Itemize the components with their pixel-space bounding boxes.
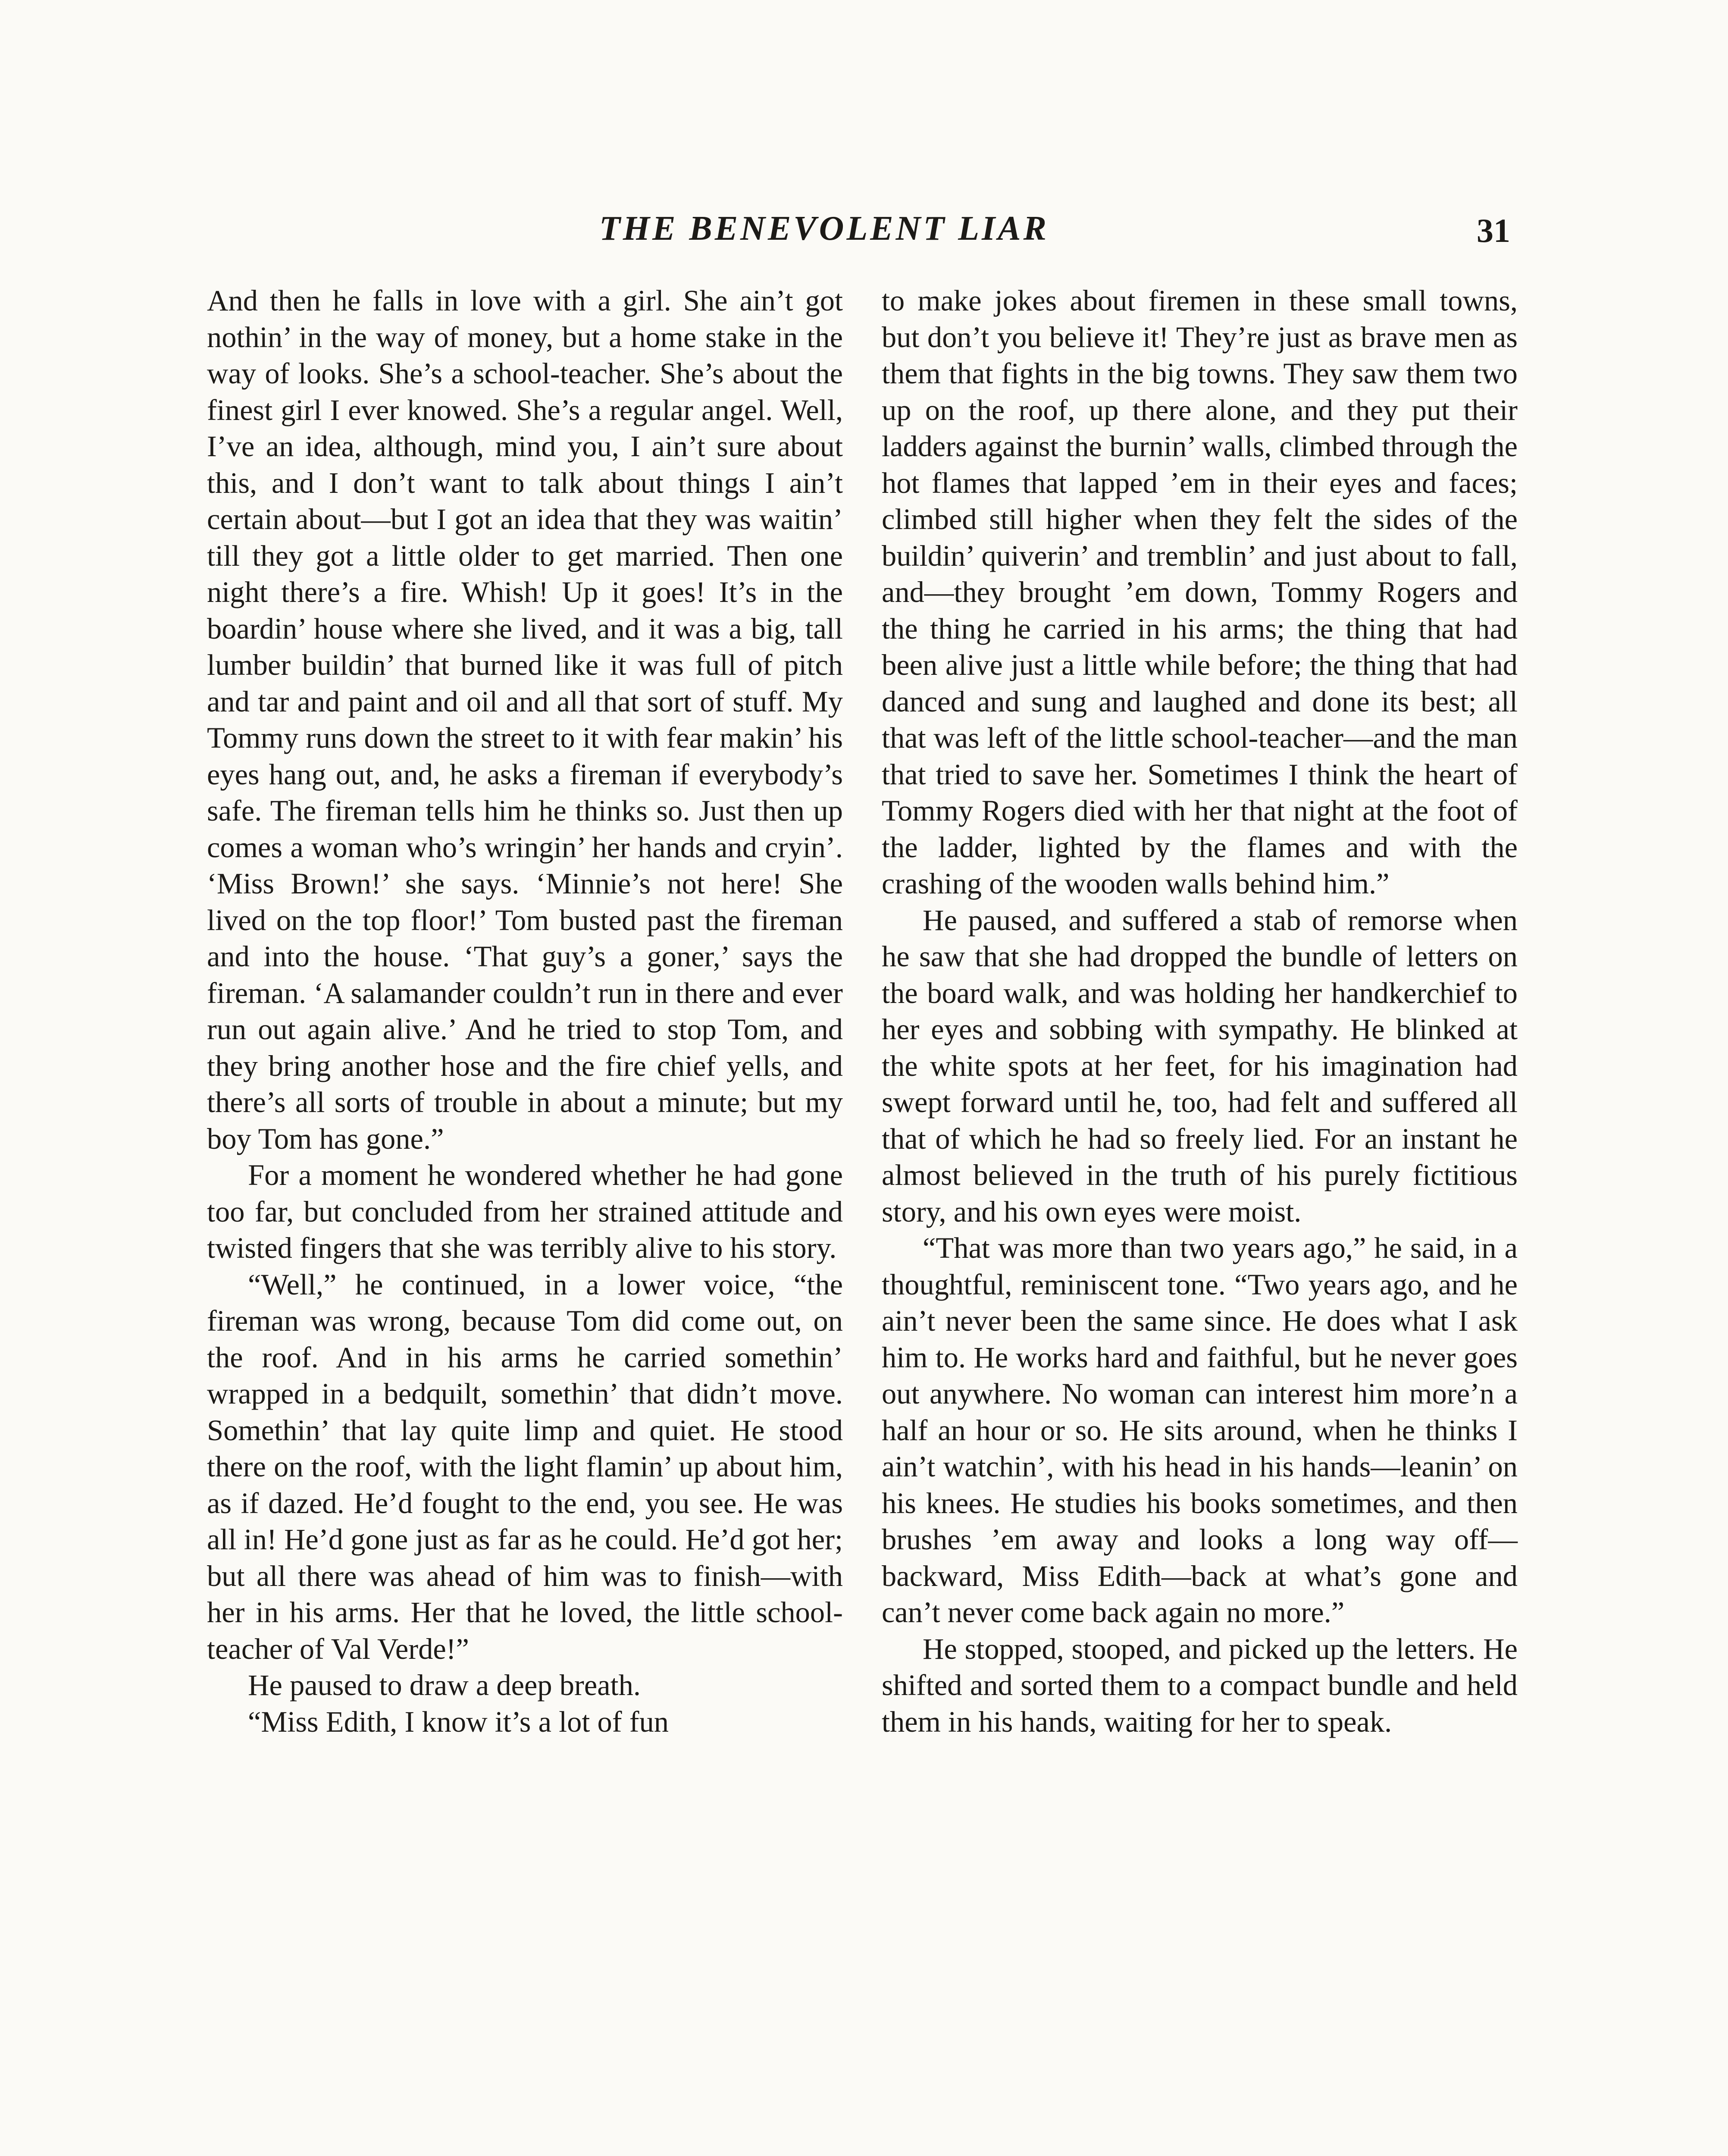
paragraph: “That was more than two years ago,” he said, in a thoughtful, reminiscent tone. “Two years ago, and he ain’t never been the same since. He does what I ask him to. He works hard and faithful, but he never goes out anywhere. No woman can interest him more’n a half an hour or so. He sits around, when he thinks I ain’t watchin’, with his head in his hands—leanin’ on his knees. He studies his books sometimes, and then brushes ’em away and looks a long way off—backward, Miss Edith—back at what’s gone and can’t never come back again no more.”: [882, 1232, 1518, 1629]
left-column: [207, 282, 843, 1740]
paragraph: “Well,” he continued, in a lower voice, “the fireman was wrong, because Tom did come out, on the roof. And in his arms he carried somethin’ wrapped in a bedquilt, somethin’ that didn’t move. Somethin’ that lay quite limp and quiet. He stood there on the roof, with the light flamin’ up about him, as if dazed. He’d fought to the end, you see. He was all in! He’d gone just as far as he could. He’d got her; but all there was ahead of him was to finish—with her in his arms. Her that he loved, the little school-teacher of Val Verde!”: [207, 1268, 843, 1665]
paragraph: to make jokes about firemen in these small towns, but don’t you believe it! They’re just as brave men as them that fights in the big towns. They saw them two up on the roof, up there alone, and they put their ladders against the burnin’ walls, climbed through the hot flames that lapped ’em in their eyes and faces; climbed still higher when they felt the sides of the buildin’ quiverin’ and tremblin’ and just about to fall, and—they brought ’em down, Tommy Rogers and the thing he carried in his arms; the thing that had been alive just a little while before; the thing that had danced and sung and laughed and done its best; all that was left of the little school-teacher—and the man that tried to save her. Sometimes I think the heart of Tommy Rogers died with her that night at the foot of the ladder, lighted by the flames and with the crashing of the wooden walls behind him.”: [882, 284, 1518, 900]
page-number: 31: [1477, 212, 1510, 249]
paragraph: “Miss Edith, I know it’s a lot of fun: [248, 1705, 669, 1738]
running-head-title: THE BENEVOLENT LIAR: [599, 210, 1049, 248]
paragraph: He paused, and suffered a stab of remorse when he saw that she had dropped the bundle of letters on the board walk, and was holding her handkerchief to her eyes and sobbing with sympathy. He blinked at the white spots at her feet, for his imagination had swept forward until he, too, had felt and suffered all that of which he had so freely lied. For an instant he almost believed in the truth of his purely fictitious story, and his own eyes were moist.: [882, 903, 1518, 1228]
paragraph: He paused to draw a deep breath.: [248, 1669, 641, 1702]
right-column: [882, 282, 1518, 1740]
paragraph: For a moment he wondered whether he had gone too far, but concluded from her strained attitude and twisted fingers that she was terribly alive to his story.: [207, 1159, 843, 1264]
paragraph: He stopped, stooped, and picked up the letters. He shifted and sorted them to a compact bundle and held them in his hands, waiting for her to speak.: [882, 1632, 1518, 1738]
paragraph: And then he falls in love with a girl. She ain’t got nothin’ in the way of money, but a home stake in the way of looks. She’s a school-teacher. She’s about the finest girl I ever knowed. She’s a regular angel. Well, I’ve an idea, although, mind you, I ain’t sure about this, and I don’t want to talk about things I ain’t certain about—but I got an idea that they was waitin’ till they got a little older to get married. Then one night there’s a fire. Whish! Up it goes! It’s in the boardin’ house where she lived, and it was a big, tall lumber buildin’ that burned like it was full of pitch and tar and paint and oil and all that sort of stuff. My Tommy runs down the street to it with fear makin’ his eyes hang out, and, he asks a fireman if everybody’s safe. The fireman tells him he thinks so. Just then up comes a woman who’s wringin’ her hands and cryin’. ‘Miss Brown!’ she says. ‘Minnie’s not here! She lived on the top floor!’ Tom busted past the fireman and into the house. ‘That guy’s a goner,’ says the fireman. ‘A salamander couldn’t run in there and ever run out again alive.’ And he tried to stop Tom, and they bring another hose and the fire chief yells, and there’s all sorts of trouble in about a minute; but my boy Tom has gone.”: [207, 284, 843, 1155]
